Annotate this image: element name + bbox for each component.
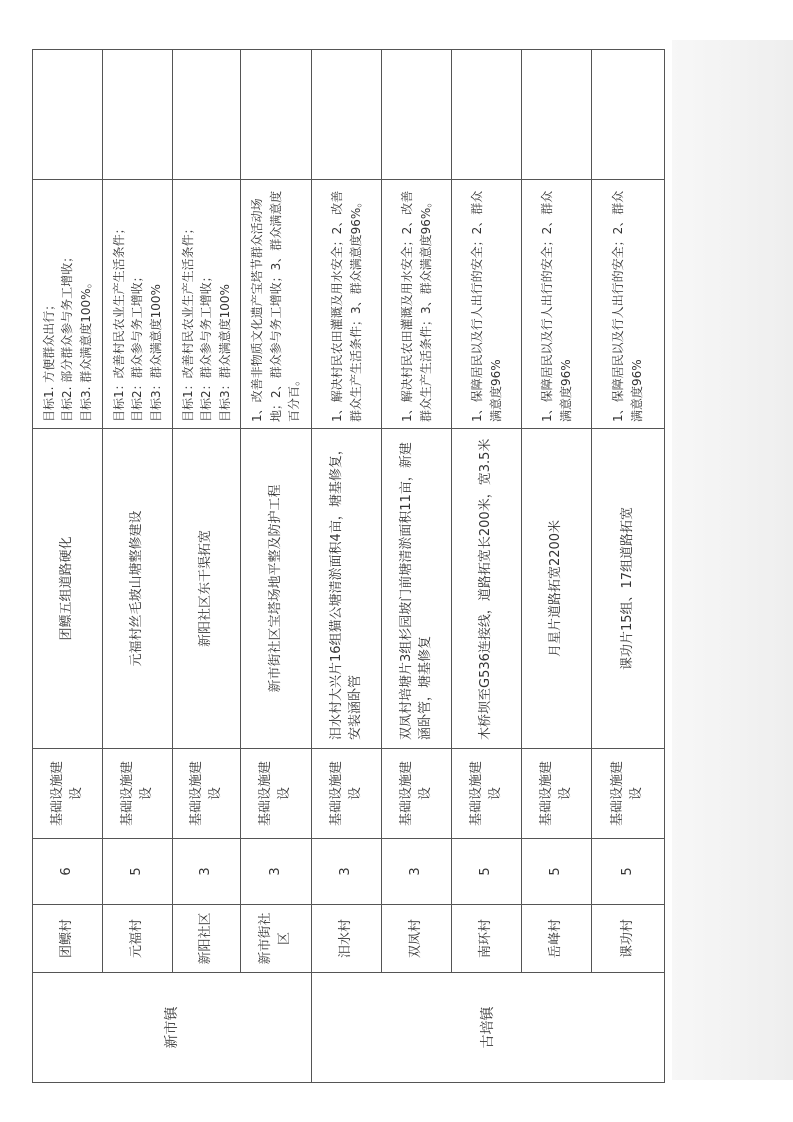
rotated-table-container bbox=[32, 50, 664, 1083]
score-cell: 5 bbox=[452, 839, 522, 905]
table-row bbox=[173, 50, 241, 1083]
project-cell: 双凤村培塘片3组杉园坡门前塘清淤面积11亩，新建涵卧管，塘基修复 bbox=[382, 429, 452, 749]
project-table bbox=[32, 49, 665, 1083]
remark-cell bbox=[33, 50, 103, 180]
type-cell: 基础设施建设 bbox=[452, 749, 522, 839]
village-cell: 南环村 bbox=[452, 905, 522, 973]
village-cell: 岳峰村 bbox=[522, 905, 592, 973]
type-cell: 基础设施建设 bbox=[103, 749, 173, 839]
score-cell: 3 bbox=[382, 839, 452, 905]
table-row bbox=[312, 50, 382, 1083]
remark-cell bbox=[241, 50, 312, 180]
goal-cell: 1、保障居民以及行人出行的安全；2、群众满意度96% bbox=[452, 180, 522, 429]
project-cell: 木桥坝至G536连接线，道路拓宽长200米，宽3.5米 bbox=[452, 429, 522, 749]
remark-cell bbox=[103, 50, 173, 180]
project-cell: 月星片道路拓宽2200米 bbox=[522, 429, 592, 749]
type-cell: 基础设施建设 bbox=[522, 749, 592, 839]
remark-cell bbox=[382, 50, 452, 180]
project-cell: 新阳社区东干渠拓宽 bbox=[173, 429, 241, 749]
project-cell: 汨水村大兴片16组猫公塘清淤面积4亩，塘基修复，安装涵卧管 bbox=[312, 429, 382, 749]
goal-cell: 目标1. 方便群众出行； 目标2. 部分群众参与务工增收； 目标3. 群众满意度100%。 bbox=[33, 180, 103, 429]
goal-cell: 1、保障居民以及行人出行的安全；2、群众满意度96% bbox=[522, 180, 592, 429]
village-cell: 课功村 bbox=[592, 905, 665, 973]
project-cell: 团鳔五组道路硬化 bbox=[33, 429, 103, 749]
project-cell: 新市街社区宝塔场地平整及防护工程 bbox=[241, 429, 312, 749]
score-cell: 3 bbox=[312, 839, 382, 905]
goal-cell: 1、保障居民以及行人出行的安全；2、群众满意度96% bbox=[592, 180, 665, 429]
village-cell: 团鳔村 bbox=[33, 905, 103, 973]
table-row bbox=[452, 50, 522, 1083]
village-cell: 汨水村 bbox=[312, 905, 382, 973]
score-cell: 5 bbox=[522, 839, 592, 905]
village-cell: 新阳社区 bbox=[173, 905, 241, 973]
project-cell: 课功片15组、17组道路拓宽 bbox=[592, 429, 665, 749]
score-cell: 3 bbox=[241, 839, 312, 905]
remark-cell bbox=[173, 50, 241, 180]
goal-cell: 1、解决村民农田灌溉及用水安全；2、改善群众生产生活条件；3、群众满意度96%。 bbox=[382, 180, 452, 429]
town-cell: 新市镇 bbox=[33, 973, 312, 1083]
village-cell: 元福村 bbox=[103, 905, 173, 973]
table-row bbox=[592, 50, 665, 1083]
goal-cell: 1、改善非物质文化遗产宝塔节群众活动场地；2、群众参与务工增收；3、群众满意度百分百。 bbox=[241, 180, 312, 429]
goal-cell: 目标1：改善村民农业生产生活条件； 目标2：群众参与务工增收； 目标3：群众满意度100% bbox=[173, 180, 241, 429]
remark-cell bbox=[452, 50, 522, 180]
type-cell: 基础设施建设 bbox=[173, 749, 241, 839]
table-row bbox=[103, 50, 173, 1083]
score-cell: 6 bbox=[33, 839, 103, 905]
goal-cell: 目标1：改善村民农业生产生活条件； 目标2：群众参与务工增收； 目标3：群众满意度100% bbox=[103, 180, 173, 429]
village-cell: 新市街社区 bbox=[241, 905, 312, 973]
type-cell: 基础设施建设 bbox=[312, 749, 382, 839]
town-cell: 古培镇 bbox=[312, 973, 665, 1083]
score-cell: 5 bbox=[103, 839, 173, 905]
type-cell: 基础设施建设 bbox=[33, 749, 103, 839]
score-cell: 3 bbox=[173, 839, 241, 905]
type-cell: 基础设施建设 bbox=[592, 749, 665, 839]
remark-cell bbox=[522, 50, 592, 180]
type-cell: 基础设施建设 bbox=[241, 749, 312, 839]
type-cell: 基础设施建设 bbox=[382, 749, 452, 839]
remark-cell bbox=[312, 50, 382, 180]
goal-cell: 1、解决村民农田灌溉及用水安全；2、改善群众生产生活条件；3、群众满意度96%。 bbox=[312, 180, 382, 429]
remark-cell bbox=[592, 50, 665, 180]
village-cell: 双凤村 bbox=[382, 905, 452, 973]
table-row bbox=[33, 50, 103, 1083]
score-cell: 5 bbox=[592, 839, 665, 905]
project-cell: 元福村丝毛坡山塘整修建设 bbox=[103, 429, 173, 749]
table-row bbox=[522, 50, 592, 1083]
scan-edge-shadow bbox=[672, 40, 793, 1080]
table-row bbox=[241, 50, 312, 1083]
table-row bbox=[382, 50, 452, 1083]
